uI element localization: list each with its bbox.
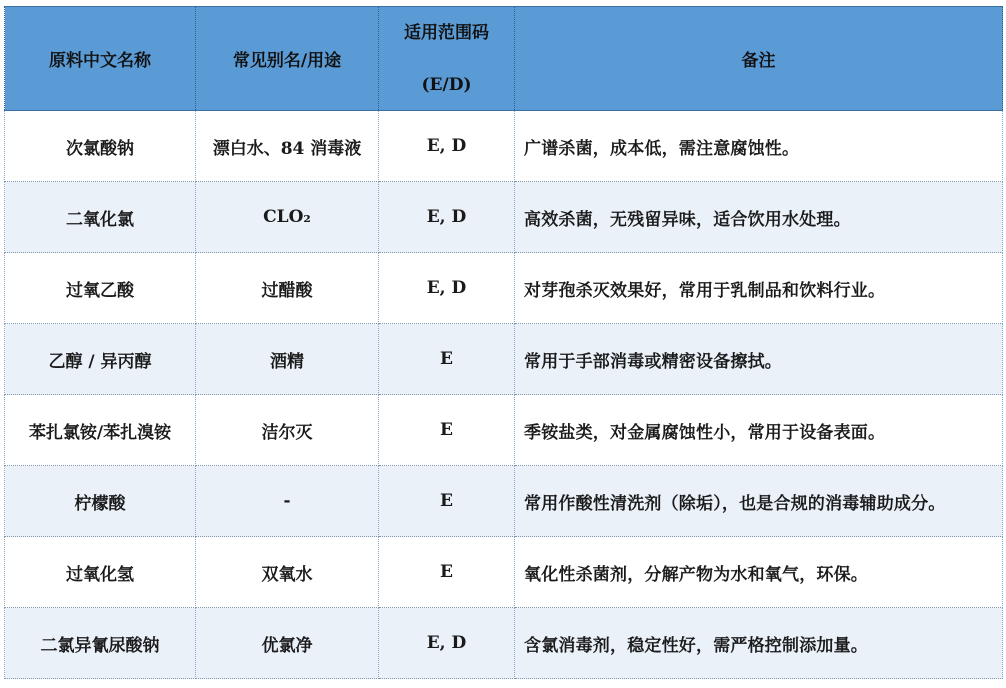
cell-scope: E	[379, 324, 515, 395]
header-scope-title: 适用范围码	[404, 22, 489, 43]
cell-scope: E, D	[379, 111, 515, 182]
cell-name: 乙醇 / 异丙醇	[5, 324, 196, 395]
cell-scope: E	[379, 537, 515, 608]
cell-alias: 漂白水、84 消毒液	[196, 111, 379, 182]
table-row	[5, 395, 1003, 466]
table-row	[5, 537, 1003, 608]
header-row	[5, 7, 1003, 111]
cell-name: 柠檬酸	[5, 466, 196, 537]
cell-note: 广谱杀菌，成本低，需注意腐蚀性。	[515, 111, 1003, 182]
cell-note: 常用于手部消毒或精密设备擦拭。	[515, 324, 1003, 395]
table-row	[5, 111, 1003, 182]
table-row	[5, 324, 1003, 395]
cell-scope: E	[379, 395, 515, 466]
cell-alias: 双氧水	[196, 537, 379, 608]
cell-scope: E, D	[379, 608, 515, 679]
cell-note: 高效杀菌，无残留异味，适合饮用水处理。	[515, 182, 1003, 253]
cell-note: 含氯消毒剂，稳定性好，需严格控制添加量。	[515, 608, 1003, 679]
cell-name: 苯扎氯铵/苯扎溴铵	[5, 395, 196, 466]
header-scope-code: (E/D)	[421, 74, 472, 95]
cell-alias: 优氯净	[196, 608, 379, 679]
disinfectant-table	[4, 6, 1003, 679]
cell-alias: CLO₂	[196, 182, 379, 253]
disinfectant-table-container	[4, 6, 1002, 684]
header-name: 原料中文名称	[5, 7, 196, 111]
cell-alias: -	[196, 466, 379, 537]
cell-name: 二氯异氰尿酸钠	[5, 608, 196, 679]
cell-name: 次氯酸钠	[5, 111, 196, 182]
cell-alias: 酒精	[196, 324, 379, 395]
cell-name: 过氧化氢	[5, 537, 196, 608]
cell-alias: 过醋酸	[196, 253, 379, 324]
table-row	[5, 253, 1003, 324]
cell-note: 季铵盐类，对金属腐蚀性小，常用于设备表面。	[515, 395, 1003, 466]
cell-note: 氧化性杀菌剂，分解产物为水和氧气，环保。	[515, 537, 1003, 608]
cell-note: 对芽孢杀灭效果好，常用于乳制品和饮料行业。	[515, 253, 1003, 324]
cell-scope: E, D	[379, 182, 515, 253]
header-scope	[379, 7, 515, 111]
header-note: 备注	[515, 7, 1003, 111]
table-row	[5, 608, 1003, 679]
cell-scope: E	[379, 466, 515, 537]
cell-note: 常用作酸性清洗剂（除垢），也是合规的消毒辅助成分。	[515, 466, 1003, 537]
table-body	[5, 111, 1003, 679]
cell-name: 过氧乙酸	[5, 253, 196, 324]
table-row	[5, 466, 1003, 537]
cell-scope: E, D	[379, 253, 515, 324]
table-header	[5, 7, 1003, 111]
cell-name: 二氧化氯	[5, 182, 196, 253]
header-alias: 常见别名/用途	[196, 7, 379, 111]
cell-alias: 洁尔灭	[196, 395, 379, 466]
table-row	[5, 182, 1003, 253]
